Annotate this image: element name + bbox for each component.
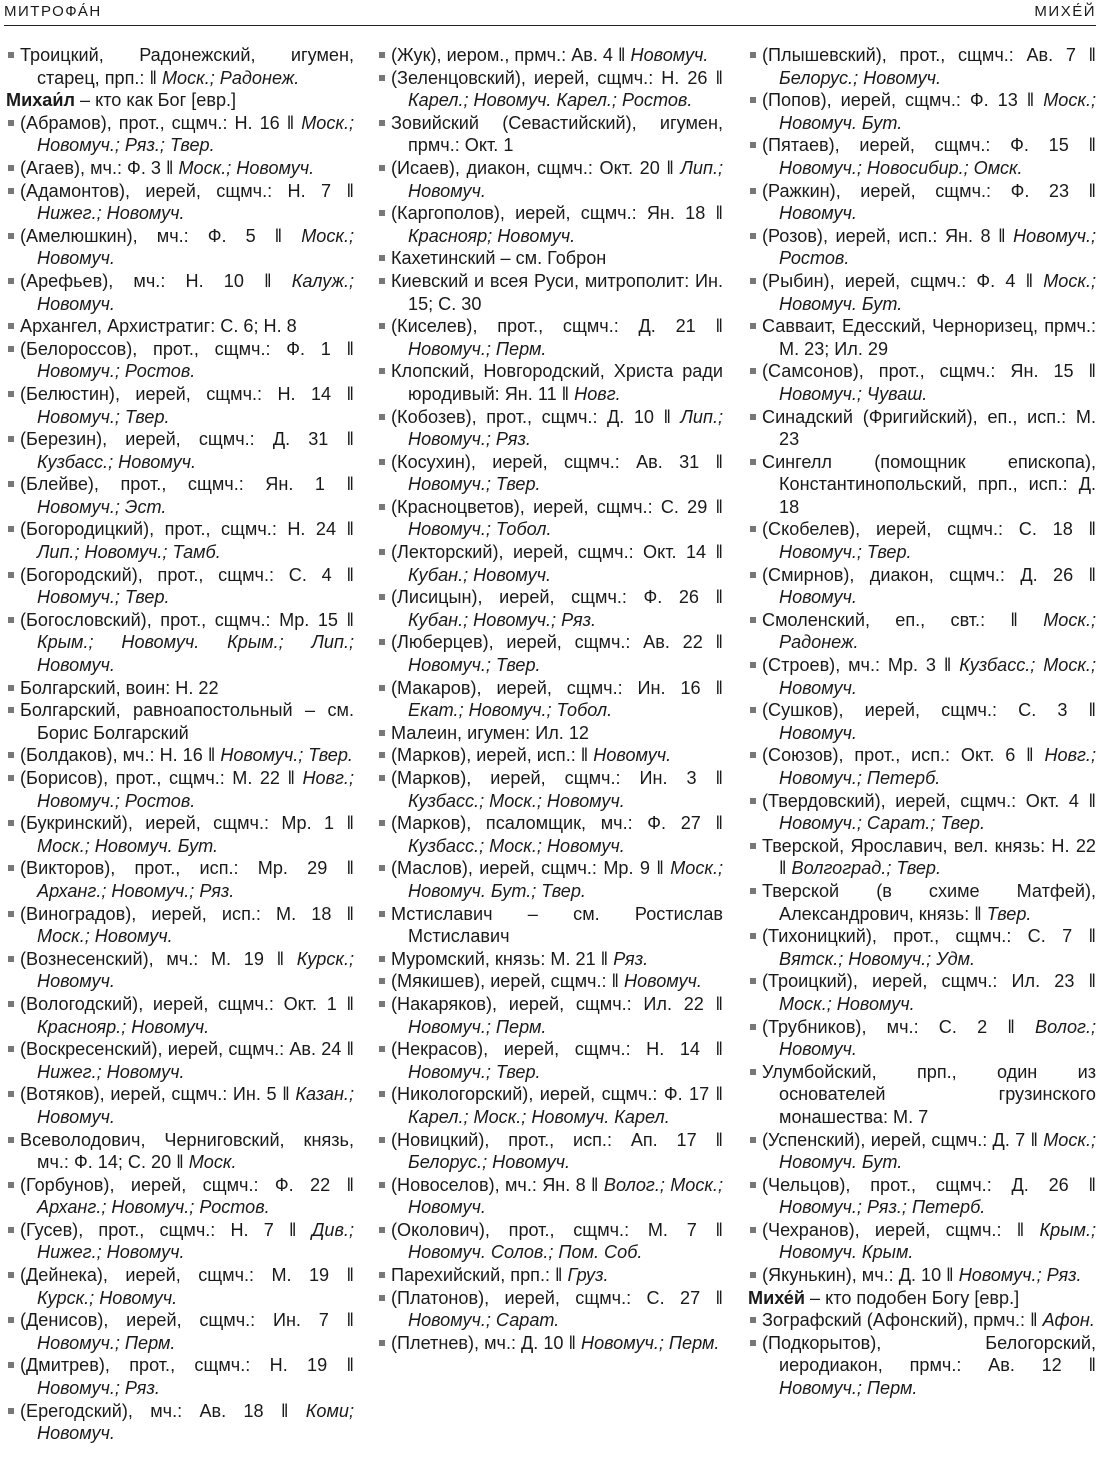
list-item	[6, 383, 354, 428]
list-item	[377, 767, 723, 812]
entry-text: Тверской, Ярославич, вел. князь: Н. 22 ‖	[762, 835, 1096, 879]
entry-sources: Нижег.; Новомуч.	[37, 1061, 185, 1082]
entry-text: Савваит, Едесский, Черноризец, прмч.: М. 23; Ил. 29	[762, 316, 1096, 359]
entry-text: (Рыбин), иерей, сщмч.: Ф. 4 ‖	[762, 270, 1044, 291]
list-item	[6, 1083, 354, 1128]
list-item	[748, 654, 1096, 699]
entry-text: (Амелюшкин), мч.: Ф. 5 ‖	[20, 225, 302, 246]
entry-sources: Новомуч.; Ростов.	[37, 361, 196, 382]
entry-sources: Новомуч.; Эст.	[37, 496, 167, 517]
entry-text: (Горбунов), иерей, сщмч.: Ф. 22 ‖	[20, 1174, 354, 1195]
entry-text: (Агаев), мч.: Ф. 3 ‖	[20, 157, 179, 178]
entry-sources: Новомуч.; Ряз.	[958, 1265, 1082, 1286]
entry-sources: Волог.; Моск.; Новомуч.	[408, 1174, 723, 1218]
list-item	[748, 880, 1096, 925]
entry-sources: Курск.; Новомуч.	[37, 948, 354, 992]
entry-sources: Новомуч.; Перм.	[581, 1332, 720, 1353]
entry-sources: Афон.	[1042, 1310, 1095, 1331]
entry-sources: Кубан.; Новомуч.	[408, 564, 552, 585]
entry-sources: Моск.; Новомуч. Бут.	[779, 1129, 1096, 1173]
list-item	[377, 406, 723, 451]
entry-text: (Некрасов), иерей, сщмч.: Н. 14 ‖	[391, 1039, 723, 1060]
list-item	[6, 315, 354, 338]
list-item	[377, 1083, 723, 1128]
entry-sources: Крым.; Новомуч. Крым.	[779, 1219, 1096, 1263]
list-item	[6, 270, 354, 315]
list-item	[6, 1174, 354, 1219]
entry-sources: Новомуч.	[624, 971, 702, 992]
entry-text: (Букринский), иерей, сщмч.: Мр. 1 ‖	[20, 813, 354, 834]
entry-sources: Новомуч.; Ряз.; Петерб.	[779, 1197, 986, 1218]
entry-text: (Чельцов), прот., сщмч.: Д. 26 ‖	[762, 1174, 1096, 1195]
entry-text: (Платонов), иерей, сщмч.: С. 27 ‖	[391, 1287, 723, 1308]
headword-entry	[748, 1287, 1096, 1310]
entry-sources: Моск.; Новомуч.	[37, 926, 173, 947]
list-item	[377, 67, 723, 112]
entry-sources: Моск.; Новомуч.; Ряз.; Твер.	[37, 112, 354, 156]
entry-sources: Новомуч.	[630, 45, 709, 65]
entry-text: (Вознесенский), мч.: М. 19 ‖	[20, 948, 297, 969]
header-right-word: МИХЕ́Й	[1034, 3, 1096, 20]
entry-text: (Смирнов), диакон, сщмч.: Д. 26 ‖	[762, 564, 1096, 585]
list-item	[377, 857, 723, 902]
list-item	[6, 518, 354, 563]
entry-sources: Екат.; Новомуч.; Тобол.	[408, 700, 613, 721]
entry-text: (Чехранов), иерей, сщмч.: ‖	[762, 1219, 1040, 1240]
list-item	[748, 1309, 1096, 1332]
entry-text: (Сушков), иерей, сщмч.: С. 3 ‖	[762, 700, 1096, 721]
entry-text: (Накаряков), иерей, сщмч.: Ил. 22 ‖	[391, 993, 723, 1014]
list-item	[748, 406, 1096, 451]
list-item	[377, 903, 723, 948]
list-item	[748, 225, 1096, 270]
entry-sources: Моск.; Радонеж.	[779, 609, 1096, 653]
list-item	[6, 699, 354, 744]
entry-sources: Кубан.; Новомуч.; Ряз.	[408, 609, 597, 630]
list-item	[377, 677, 723, 722]
list-item	[377, 1332, 723, 1355]
entry-text: Тверской (в схиме Матфей), Александрович, князь: ‖	[762, 880, 1096, 924]
list-item	[377, 44, 723, 67]
entry-sources: Курск.; Новомуч.	[37, 1287, 178, 1308]
list-item	[377, 157, 723, 202]
list-item	[6, 338, 354, 383]
list-item	[377, 722, 723, 745]
entry-text: Болгарский, воин: Н. 22	[20, 677, 219, 698]
entry-sources: Новомуч.; Перм.	[408, 338, 547, 359]
list-item	[748, 564, 1096, 609]
list-item	[748, 1332, 1096, 1400]
list-item	[6, 157, 354, 180]
list-item	[6, 857, 354, 902]
entry-text: (Кобозев), прот., сщмч.: Д. 10 ‖	[391, 406, 681, 427]
entry-text: (Адамонтов), иерей, сщмч.: Н. 7 ‖	[20, 180, 354, 201]
entry-text: (Белюстин), иерей, сщмч.: Н. 14 ‖	[20, 383, 354, 404]
entry-sources: Арханг.; Новомуч.; Ряз.	[37, 880, 235, 901]
entry-text: (Плышевский), прот., сщмч.: Ав. 7 ‖	[762, 45, 1096, 65]
entry-sources: Новг.	[574, 383, 621, 404]
entry-text: (Киселев), прот., сщмч.: Д. 21 ‖	[391, 316, 723, 337]
list-item	[748, 1061, 1096, 1129]
entry-text: – кто подобен Богу [евр.]	[805, 1287, 1020, 1308]
list-item	[6, 993, 354, 1038]
list-item	[6, 1038, 354, 1083]
list-item	[6, 767, 354, 812]
entry-sources: Моск.; Новомуч. Бут.	[779, 90, 1096, 133]
entry-sources: Моск.; Новомуч.	[37, 225, 354, 269]
entry-sources: Волгоград.; Твер.	[791, 858, 942, 879]
list-item	[748, 134, 1096, 179]
entry-text: (Лисицын), иерей, сщмч.: Ф. 26 ‖	[391, 587, 723, 608]
list-item	[6, 1264, 354, 1309]
entry-sources: Новомуч.; Твер.	[779, 542, 912, 563]
entry-text: (Лекторский), иерей, сщмч.: Окт. 14 ‖	[391, 542, 723, 563]
entry-text: Парехийский, прп.: ‖	[391, 1265, 568, 1286]
entry-sources: Новомуч.; Твер.	[408, 655, 541, 676]
entry-text: (Макаров), иерей, сщмч.: Ин. 16 ‖	[391, 677, 723, 698]
entry-sources: Кузбасс.; Новомуч.	[37, 451, 197, 472]
list-item	[748, 1264, 1096, 1287]
entry-sources: Вятск.; Новомуч.; Удм.	[779, 948, 976, 969]
entry-text: (Воскресенский), иерей, сщмч.: Ав. 24 ‖	[20, 1039, 354, 1060]
entry-sources: Коми; Новомуч.	[37, 1400, 354, 1444]
entry-text: (Каргополов), иерей, сщмч.: Ян. 18 ‖	[391, 203, 723, 224]
entry-sources: Новомуч.; Ростов.	[779, 225, 1096, 269]
entry-text: (Околович), прот., сщмч.: М. 7 ‖	[391, 1219, 723, 1240]
entry-sources: Новомуч.; Твер.	[408, 474, 541, 495]
entry-sources: Кузбасс.; Моск.; Новомуч.	[779, 655, 1096, 698]
entry-sources: Лип.; Новомуч.	[408, 157, 723, 201]
entry-text: Болгарский, равноапостольный – см. Борис Болгарский	[20, 700, 354, 743]
entry-sources: Новомуч.	[779, 722, 857, 743]
entry-text: (Тихоницкий), прот., сщмч.: С. 7 ‖	[762, 926, 1096, 947]
entry-text: (Блейве), прот., сщмч.: Ян. 1 ‖	[20, 474, 354, 495]
entry-text: (Вотяков), иерей, сщмч.: Ин. 5 ‖	[20, 1084, 296, 1105]
entry-sources: Волог.; Новомуч.	[779, 1016, 1096, 1060]
entry-sources: Новомуч.; Тобол.	[408, 519, 552, 540]
entry-sources: Новомуч.	[779, 587, 857, 608]
list-item	[748, 699, 1096, 744]
headword: Михе́й	[748, 1287, 805, 1308]
list-item	[6, 180, 354, 225]
entry-text: (Богородский), прот., сщмч.: С. 4 ‖	[20, 564, 354, 585]
entry-text: Сингелл (помощник епископа), Константинопольский, прп., исп.: Д. 18	[762, 451, 1096, 517]
list-item	[377, 496, 723, 541]
entry-text: (Скобелев), иерей, сщмч.: С. 18 ‖	[762, 519, 1096, 540]
entry-sources: Новомуч.; Твер.	[408, 1061, 541, 1082]
entry-sources: Моск.; Новомуч.	[779, 993, 915, 1014]
entry-text: Улумбойский, прп., один из основателей грузинского монашества: М. 7	[762, 1061, 1096, 1127]
entry-text: (Союзов), прот., исп.: Окт. 6 ‖	[762, 745, 1045, 766]
entry-sources: Новомуч.; Перм.	[37, 1332, 176, 1353]
entry-sources: Моск.	[188, 1152, 237, 1173]
entry-text: Мстиславич – см. Ростислав Мстиславич	[391, 903, 723, 947]
list-item	[377, 1287, 723, 1332]
list-item	[748, 44, 1096, 89]
list-item	[377, 112, 723, 157]
headword: Михаи́л	[6, 90, 75, 111]
entry-text: (Дейнека), иерей, сщмч.: М. 19 ‖	[20, 1265, 354, 1286]
list-item	[6, 564, 354, 609]
list-item	[377, 1038, 723, 1083]
entry-sources: Новомуч.; Сарат.; Твер.	[779, 813, 985, 834]
entry-text: Клопский, Новгородский, Христа ради юродивый: Ян. 11 ‖	[391, 361, 723, 404]
list-item	[377, 541, 723, 586]
entry-text: (Твердовский), иерей, сщмч.: Окт. 4 ‖	[762, 790, 1096, 811]
list-item	[377, 744, 723, 767]
column-1	[6, 44, 354, 1445]
entry-text: (Зеленцовский), иерей, сщмч.: Н. 26 ‖	[391, 67, 723, 88]
entry-text: (Богородицкий), прот., сщмч.: Н. 24 ‖	[20, 519, 354, 540]
entry-text: (Богословский), прот., сщмч.: Мр. 15 ‖	[20, 609, 354, 630]
list-item	[748, 609, 1096, 654]
entry-sources: Кузбасс.; Моск.; Новомуч.	[408, 835, 625, 856]
list-item	[6, 903, 354, 948]
list-item	[748, 925, 1096, 970]
entry-sources: Новомуч.; Твер.	[220, 745, 353, 766]
entry-sources: Новг.; Новомуч.; Петерб.	[779, 745, 1096, 788]
entry-text: (Гусев), прот., сщмч.: Н. 7 ‖	[20, 1219, 312, 1240]
entry-sources: Карел.; Моск.; Новомуч. Карел.	[408, 1106, 670, 1127]
list-item	[6, 473, 354, 518]
list-item	[6, 1354, 354, 1399]
column-2	[377, 44, 723, 1354]
list-item	[377, 993, 723, 1038]
list-item	[377, 970, 723, 993]
entry-sources: Ряз.	[613, 948, 649, 969]
entry-sources: Крым.; Новомуч. Крым.; Лип.; Новомуч.	[37, 632, 354, 676]
entry-sources: Новг.; Новомуч.; Ростов.	[37, 768, 354, 811]
entry-sources: Нижег.; Новомуч.	[37, 203, 185, 224]
entry-sources: Моск.; Новомуч.	[178, 157, 315, 178]
entry-text: (Пятаев), иерей, сщмч.: Ф. 15 ‖	[762, 135, 1096, 156]
entry-sources: Новомуч.	[779, 203, 857, 224]
entry-sources: Моск.; Новомуч. Бут.	[37, 835, 219, 856]
entry-sources: Арханг.; Новомуч.; Ростов.	[37, 1197, 270, 1218]
entry-sources: Калуж.; Новомуч.	[37, 270, 354, 314]
entry-text: Троицкий, Радонежский, игумен, старец, прп.: ‖	[20, 45, 354, 88]
list-item	[748, 1174, 1096, 1219]
list-item	[748, 1219, 1096, 1264]
entry-sources: Лип.; Новомуч.; Тамб.	[37, 542, 221, 563]
list-item	[377, 948, 723, 971]
list-item	[6, 428, 354, 473]
entry-text: (Никологорский), иерей, сщмч.: Ф. 17 ‖	[391, 1084, 723, 1105]
list-item	[748, 970, 1096, 1015]
entry-text: (Трубников), мч.: С. 2 ‖	[762, 1016, 1036, 1037]
entry-sources: Новомуч. Солов.; Пом. Соб.	[408, 1242, 643, 1263]
entry-text: Смоленский, еп., свт.: ‖	[762, 609, 1044, 630]
entry-text: Муромский, князь: М. 21 ‖	[391, 948, 614, 969]
entry-sources: Новомуч.; Перм.	[408, 1016, 547, 1037]
entry-sources: Краснояр.; Новомуч.	[37, 1016, 210, 1037]
list-item	[6, 1219, 354, 1264]
entry-text: (Березин), иерей, сщмч.: Д. 31 ‖	[20, 429, 354, 450]
list-item	[6, 609, 354, 677]
entry-sources: Моск.; Новомуч. Бут.	[779, 270, 1096, 314]
entry-text: Архангел, Архистратиг: С. 6; Н. 8	[20, 316, 297, 337]
entry-text: (Абрамов), прот., сщмч.: Н. 16 ‖	[20, 112, 302, 133]
entry-text: (Исаев), диакон, сщмч.: Окт. 20 ‖	[391, 157, 681, 178]
entry-text: (Вологодский), иерей, сщмч.: Окт. 1 ‖	[20, 993, 354, 1014]
entry-text: Зовийский (Севастийский), игумен, прмч.: Окт. 1	[391, 112, 723, 156]
entry-text: (Маслов), иерей, сщмч.: Мр. 9 ‖	[391, 858, 671, 879]
running-header	[4, 3, 1096, 25]
list-item	[377, 360, 723, 405]
entry-text: Киевский и всея Руси, митрополит: Ин. 15; С. 30	[391, 270, 723, 314]
entry-text: (Ражкин), иерей, сщмч.: Ф. 23 ‖	[762, 180, 1096, 201]
entry-text: (Новицкий), прот., исп.: Ап. 17 ‖	[391, 1129, 723, 1150]
entry-text: Синадский (Фригийский), еп., исп.: М. 23	[762, 406, 1096, 450]
list-item	[748, 1016, 1096, 1061]
entry-text: Зографский (Афонский), прмч.: ‖	[762, 1310, 1043, 1331]
list-item	[748, 790, 1096, 835]
entry-sources: Белорус.; Новомуч.	[779, 67, 942, 88]
entry-sources: Моск.; Новомуч. Бут.; Твер.	[408, 858, 723, 901]
entry-sources: Новомуч.; Перм.	[779, 1378, 918, 1399]
list-item	[748, 89, 1096, 134]
list-item	[748, 451, 1096, 519]
entry-text: (Мякишев), иерей, сщмч.: ‖	[391, 971, 625, 992]
entry-sources: Белорус.; Новомуч.	[408, 1152, 571, 1173]
list-item	[748, 744, 1096, 789]
list-item	[6, 948, 354, 993]
list-item	[377, 202, 723, 247]
list-item	[377, 247, 723, 270]
entry-text: Малеин, игумен: Ил. 12	[391, 722, 589, 743]
entry-sources: Моск.; Радонеж.	[161, 67, 300, 88]
entry-text: (Самсонов), прот., сщмч.: Ян. 15 ‖	[762, 361, 1096, 382]
list-item	[6, 1400, 354, 1445]
list-item	[748, 270, 1096, 315]
entry-text: (Плетнев), мч.: Д. 10 ‖	[391, 1332, 581, 1353]
list-item	[6, 677, 354, 700]
list-item	[6, 1129, 354, 1174]
entry-text: (Новоселов), мч.: Ян. 8 ‖	[391, 1174, 604, 1195]
entry-text: (Красноцветов), иерей, сщмч.: С. 29 ‖	[391, 496, 723, 517]
list-item	[377, 586, 723, 631]
entry-text: (Виноградов), иерей, исп.: М. 18 ‖	[20, 903, 354, 924]
entry-text: (Марков), псаломщик, мч.: Ф. 27 ‖	[391, 813, 723, 834]
entry-sources: Новомуч.	[593, 745, 672, 766]
entry-text: (Люберцев), иерей, сщмч.: Ав. 22 ‖	[391, 632, 723, 653]
list-item	[377, 1174, 723, 1219]
entry-text: (Арефьев), мч.: Н. 10 ‖	[20, 270, 292, 291]
list-item	[377, 451, 723, 496]
column-3	[748, 44, 1096, 1400]
entry-sources: Новомуч.; Твер.	[37, 587, 170, 608]
list-item	[6, 744, 354, 767]
list-item	[748, 360, 1096, 405]
entry-text: (Белороссов), прот., сщмч.: Ф. 1 ‖	[20, 338, 354, 359]
entry-text: (Викторов), прот., исп.: Мр. 29 ‖	[20, 858, 354, 879]
entry-text: (Марков), иерей, сщмч.: Ин. 3 ‖	[391, 768, 723, 788]
list-item	[748, 180, 1096, 225]
header-rule	[4, 25, 1096, 26]
list-item	[377, 315, 723, 360]
entry-sources: Карел.; Новомуч. Карел.; Ростов.	[408, 90, 693, 111]
list-item	[377, 270, 723, 315]
entry-sources: Лип.; Новомуч.; Ряз.	[408, 406, 723, 450]
list-item	[377, 631, 723, 676]
entry-text: (Троицкий), иерей, сщмч.: Ил. 23 ‖	[762, 971, 1096, 992]
entry-sources: Твер.	[986, 903, 1032, 924]
entry-text: (Денисов), иерей, сщмч.: Ин. 7 ‖	[20, 1310, 354, 1331]
list-item	[6, 225, 354, 270]
entry-text: (Косухин), иерей, сщмч.: Ав. 31 ‖	[391, 451, 723, 472]
entry-text: (Дмитрев), прот., сщмч.: Н. 19 ‖	[20, 1355, 354, 1376]
entry-sources: Кузбасс.; Моск.; Новомуч.	[408, 790, 625, 811]
list-item	[748, 315, 1096, 360]
entry-sources: Новомуч.; Ряз.	[37, 1378, 160, 1399]
entry-sources: Новомуч.; Новосибир.; Омск.	[779, 157, 1023, 178]
list-item	[748, 835, 1096, 880]
entry-text: Всеволодович, Черниговский, князь, мч.: Ф. 14; С. 20 ‖	[20, 1129, 354, 1173]
list-item	[6, 812, 354, 857]
entry-sources: Новомуч.; Чуваш.	[779, 383, 928, 404]
entry-sources: Краснояр; Новомуч.	[408, 225, 576, 246]
entry-sources: Новомуч.; Сарат.	[408, 1310, 560, 1331]
list-item	[748, 1129, 1096, 1174]
list-item	[377, 1219, 723, 1264]
header-left-word: МИТРОФА́Н	[4, 3, 102, 20]
entry-text: (Розов), иерей, исп.: Ян. 8 ‖	[762, 225, 1014, 246]
entry-text: (Попов), иерей, сщмч.: Ф. 13 ‖	[762, 90, 1044, 111]
entry-text: (Болдаков), мч.: Н. 16 ‖	[20, 745, 221, 766]
entry-sources: Див.; Нижег.; Новомуч.	[37, 1219, 354, 1263]
list-item	[6, 1309, 354, 1354]
entry-text: (Ерегодский), мч.: Ав. 18 ‖	[20, 1400, 306, 1421]
list-item	[6, 112, 354, 157]
entry-sources: Груз.	[567, 1265, 609, 1286]
list-item	[377, 812, 723, 857]
entry-text: (Успенский), иерей, сщмч.: Д. 7 ‖	[762, 1129, 1044, 1150]
list-item	[748, 518, 1096, 563]
list-item	[6, 44, 354, 89]
list-item	[377, 1264, 723, 1287]
entry-sources: Новомуч.; Твер.	[37, 406, 170, 427]
entry-text: – кто как Бог [евр.]	[74, 90, 237, 111]
entry-text: (Марков), иерей, исп.: ‖	[391, 745, 594, 766]
headword-entry	[6, 89, 354, 112]
list-item	[377, 1129, 723, 1174]
entry-text: (Борисов), прот., сщмч.: М. 22 ‖	[20, 768, 303, 788]
entry-text: (Строев), мч.: Мр. 3 ‖	[762, 655, 960, 676]
entry-sources: Казан.; Новомуч.	[37, 1084, 354, 1127]
entry-text: (Якунькин), мч.: Д. 10 ‖	[762, 1265, 959, 1286]
entry-text: (Подкорытов), Белогорский, иеродиакон, прмч.: Ав. 12 ‖	[762, 1332, 1096, 1376]
entry-text: (Жук), иером., прмч.: Ав. 4 ‖	[391, 45, 631, 65]
entry-text: Кахетинский – см. Гоброн	[391, 248, 607, 269]
